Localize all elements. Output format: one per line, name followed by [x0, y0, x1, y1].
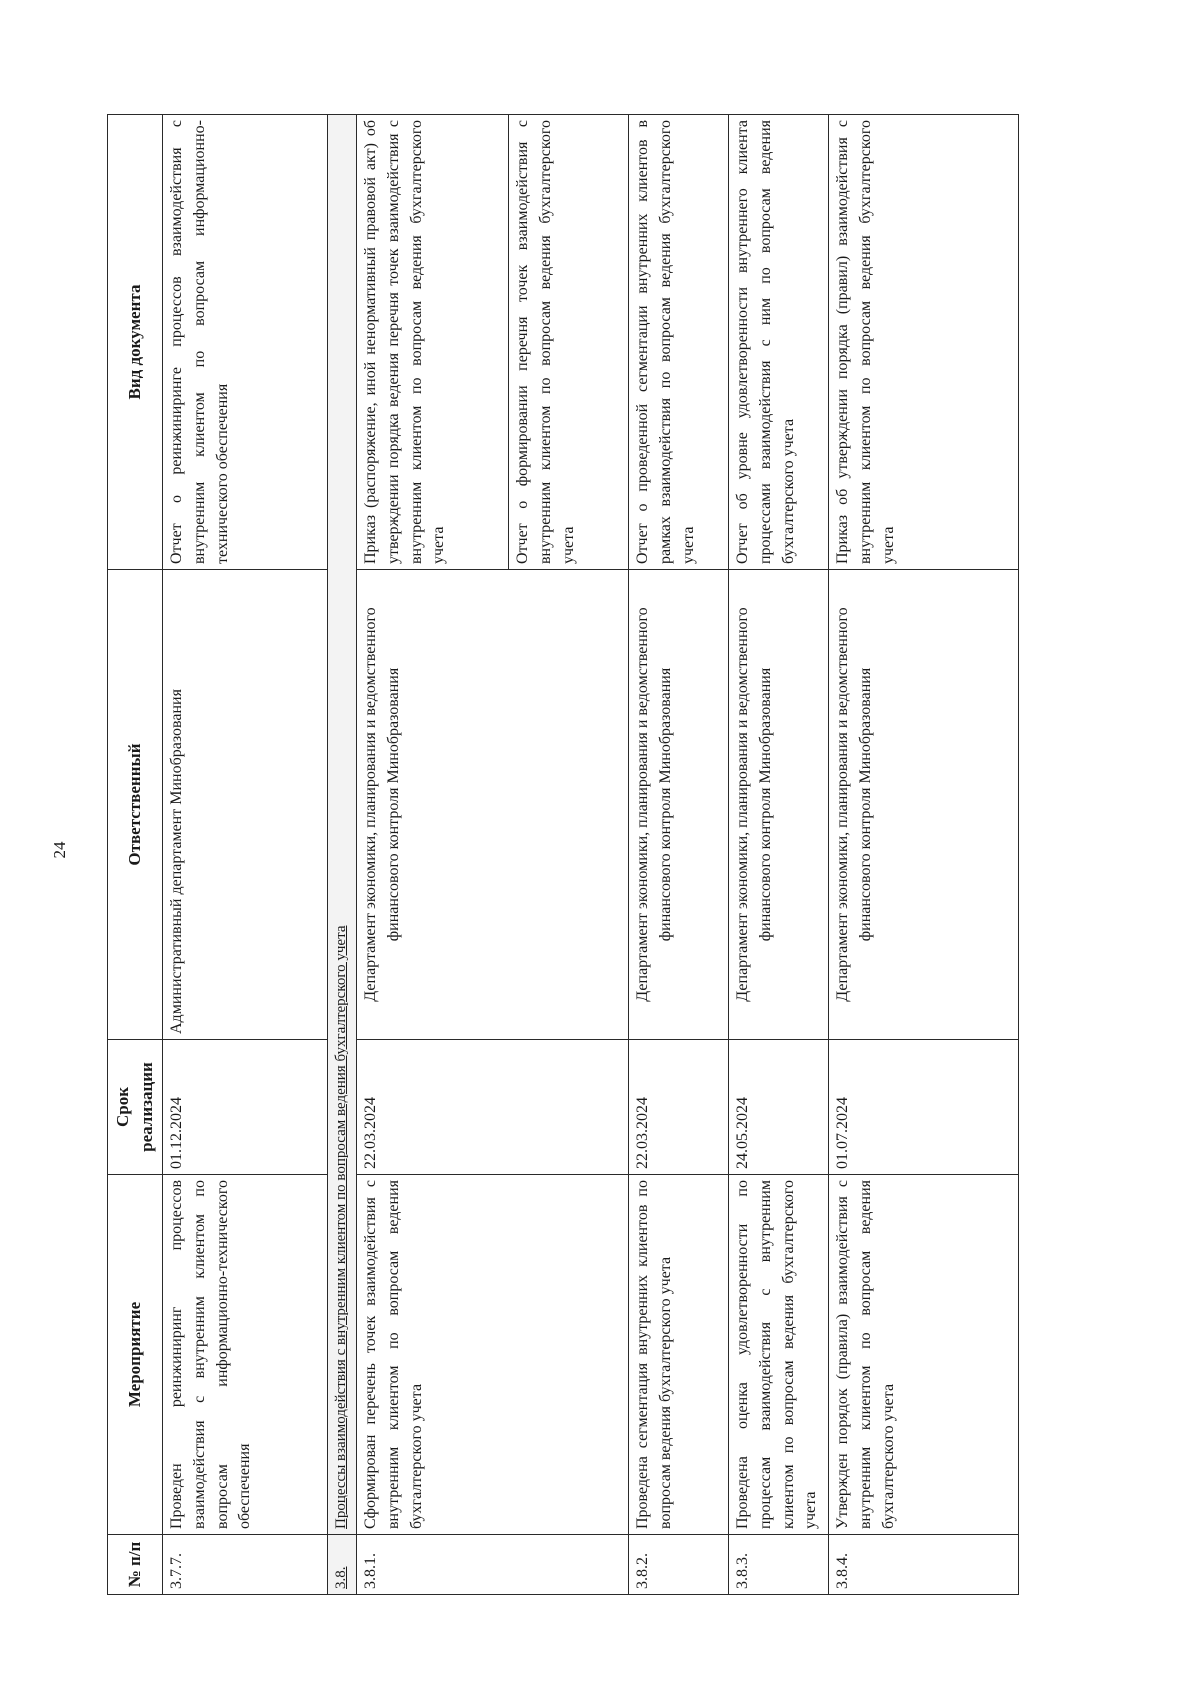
table-row [357, 115, 509, 1595]
table-row [163, 115, 328, 1595]
row-deadline: 01.12.2024 [163, 1040, 328, 1175]
row-responsible: Департамент экономики, планирования и ведомственного финансового контроля Минобразования [729, 570, 829, 1040]
row-deadline: 22.03.2024 [357, 1040, 629, 1175]
row-document: Приказ об утверждении порядка (правил) взаимодействия с внутренним клиентом по вопросам ведения бухгалтерского учета [829, 115, 1019, 570]
row-document-secondary: Отчет о формировании перечня точек взаимодействия с внутренним клиентом по вопросам ведения бухгалтерского учета [509, 115, 629, 570]
row-deadline: 01.07.2024 [829, 1040, 1019, 1175]
row-number: 3.8.4. [829, 1535, 1019, 1595]
section-title: Процессы взаимодействия с внутренним клиентом по вопросам ведения бухгалтерского учета [328, 115, 357, 1535]
action-plan-table [107, 114, 1019, 1595]
section-number: 3.8. [328, 1535, 357, 1595]
row-document: Приказ (распоряжение, иной ненормативный правовой акт) об утверждении порядка ведения перечня точек взаимодействия с внутренним клиентом по вопросам ведения бухгалтерского учета [357, 115, 509, 570]
page-number: 24 [50, 841, 69, 859]
header-deadline: Срок реализации [108, 1040, 163, 1175]
row-event: Утвержден порядок (правила) взаимодействия с внутренним клиентом по вопросам ведения бухгалтерского учета [829, 1175, 1019, 1535]
row-number: 3.8.1. [357, 1535, 629, 1595]
row-responsible: Департамент экономики, планирования и ведомственного финансового контроля Минобразования [829, 570, 1019, 1040]
row-document: Отчет об уровне удовлетворенности внутреннего клиента процессами взаимодействия с ним по вопросам ведения бухгалтерского учета [729, 115, 829, 570]
row-number: 3.7.7. [163, 1535, 328, 1595]
row-responsible: Департамент экономики, планирования и ведомственного финансового контроля Минобразования [629, 570, 729, 1040]
row-document: Отчет о проведенной сегментации внутренних клиентов в рамках взаимодействия по вопросам ведения бухгалтерского учета [629, 115, 729, 570]
table-row [729, 115, 829, 1595]
table-row [629, 115, 729, 1595]
row-deadline: 22.03.2024 [629, 1040, 729, 1175]
table-row [829, 115, 1019, 1595]
row-document: Отчет о реинжиниринге процессов взаимодействия с внутренним клиентом по вопросам информационно-технического обеспечения [163, 115, 328, 570]
header-responsible: Ответственный [108, 570, 163, 1040]
row-event: Проведена оценка удовлетворенности по процессам взаимодействия с внутренним клиентом по вопросам ведения бухгалтерского учета [729, 1175, 829, 1535]
row-event: Проведен реинжиниринг процессов взаимодействия с внутренним клиентом по вопросам информационно-технического обеспечения [163, 1175, 328, 1535]
row-number: 3.8.2. [629, 1535, 729, 1595]
row-responsible: Департамент экономики, планирования и ведомственного финансового контроля Минобразования [357, 570, 629, 1040]
header-document: Вид документа [108, 115, 163, 570]
rotated-table-container [107, 115, 1019, 1595]
table-header-row [108, 115, 163, 1595]
row-deadline: 24.05.2024 [729, 1040, 829, 1175]
row-event: Сформирован перечень точек взаимодействия с внутренним клиентом по вопросам ведения бухгалтерского учета [357, 1175, 629, 1535]
header-num: № п/п [108, 1535, 163, 1595]
row-number: 3.8.3. [729, 1535, 829, 1595]
header-event: Мероприятие [108, 1175, 163, 1535]
section-row [328, 115, 357, 1595]
row-event: Проведена сегментация внутренних клиентов по вопросам ведения бухгалтерского учета [629, 1175, 729, 1535]
row-responsible: Административный департамент Минобразования [163, 570, 328, 1040]
